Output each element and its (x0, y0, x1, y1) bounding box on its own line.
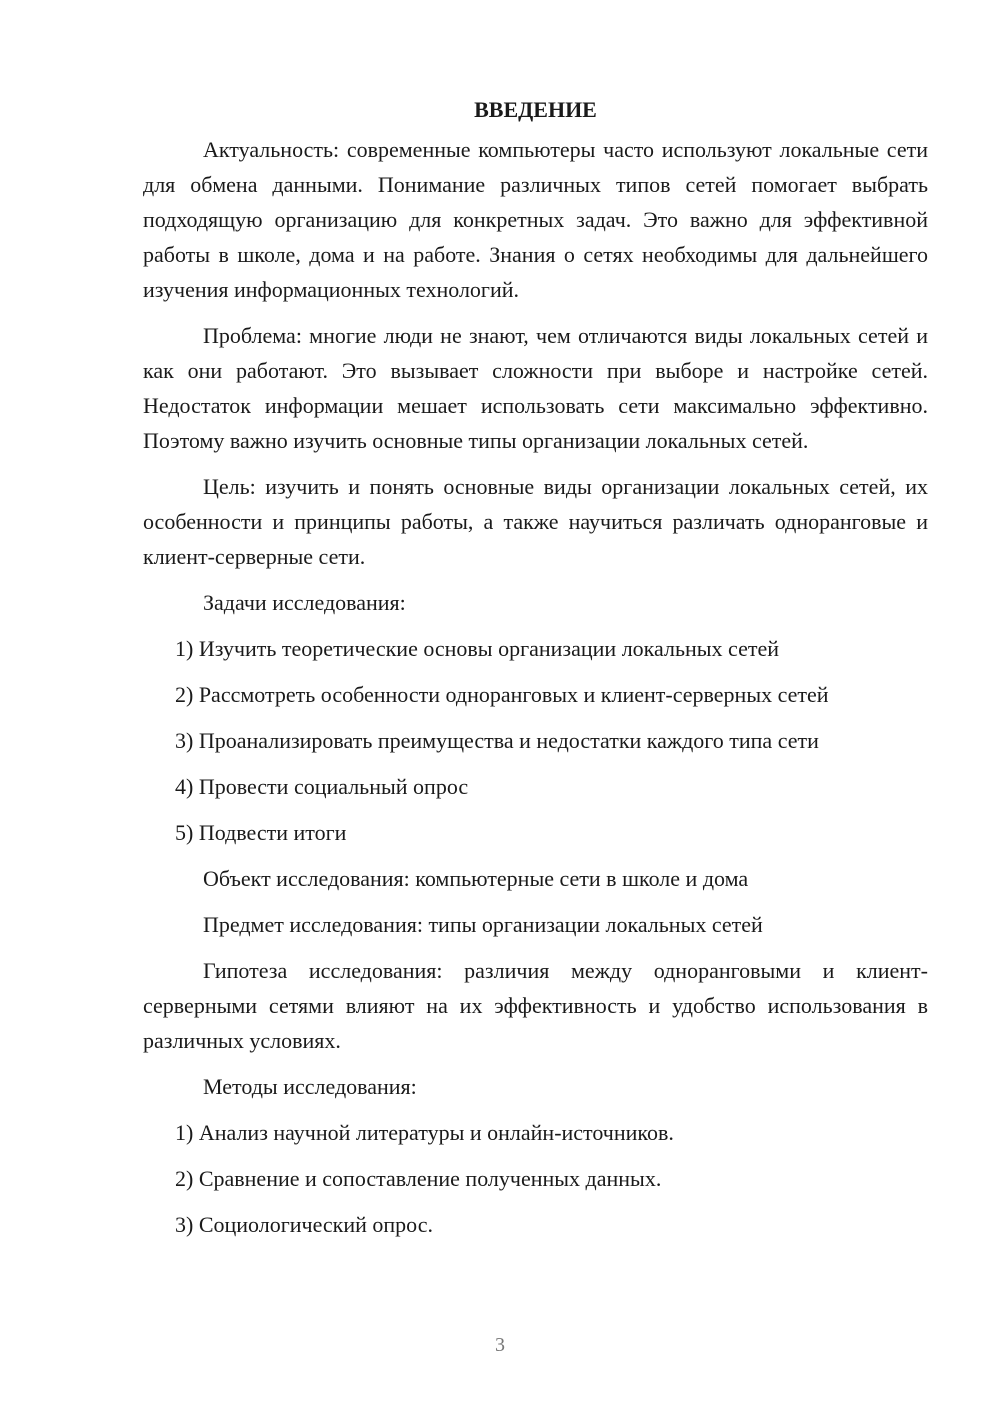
hypothesis-paragraph: Гипотеза исследования: различия между одноранговыми и клиент-серверными сетями влияют на их эффективность и удобство использования в различных условиях. (143, 958, 928, 1053)
research-object: Объект исследования: компьютерные сети в школе и дома (203, 866, 749, 891)
task-item: 4) Провести социальный опрос (175, 774, 469, 799)
task-item: 2) Рассмотреть особенности одноранговых и клиент-серверных сетей (175, 682, 829, 707)
goal-paragraph: Цель: изучить и понять основные виды организации локальных сетей, их особенности и принципы работы, а также научиться различать одноранговые и клиент-серверные сети. (143, 474, 928, 569)
section-title: ВВЕДЕНИЕ (474, 97, 597, 122)
method-item: 3) Социологический опрос. (175, 1212, 433, 1237)
relevance-paragraph: Актуальность: современные компьютеры часто используют локальные сети для обмена данными. Понимание различных типов сетей помогает выбрать подходящую организацию для конкретных задач. Это важно для эффективной работы в школе, дома и на работе. Знания о сетях необходимы для дальнейшего изучения информационных технологий. (143, 137, 928, 302)
page-content (143, 90, 928, 1253)
page-number: 3 (495, 1334, 505, 1356)
method-item: 2) Сравнение и сопоставление полученных данных. (175, 1166, 662, 1191)
task-item: 1) Изучить теоретические основы организации локальных сетей (175, 636, 780, 661)
task-item: 3) Проанализировать преимущества и недостатки каждого типа сети (175, 728, 819, 753)
methods-heading: Методы исследования: (203, 1074, 417, 1099)
task-item: 5) Подвести итоги (175, 820, 347, 845)
research-subject: Предмет исследования: типы организации локальных сетей (203, 912, 763, 937)
tasks-heading: Задачи исследования: (203, 590, 406, 615)
method-item: 1) Анализ научной литературы и онлайн-источников. (175, 1120, 674, 1145)
problem-paragraph: Проблема: многие люди не знают, чем отличаются виды локальных сетей и как они работают. Это вызывает сложности при выборе и настройке сетей. Недостаток информации мешает использовать сети максимально эффективно. Поэтому важно изучить основные типы организации локальных сетей. (143, 323, 928, 453)
